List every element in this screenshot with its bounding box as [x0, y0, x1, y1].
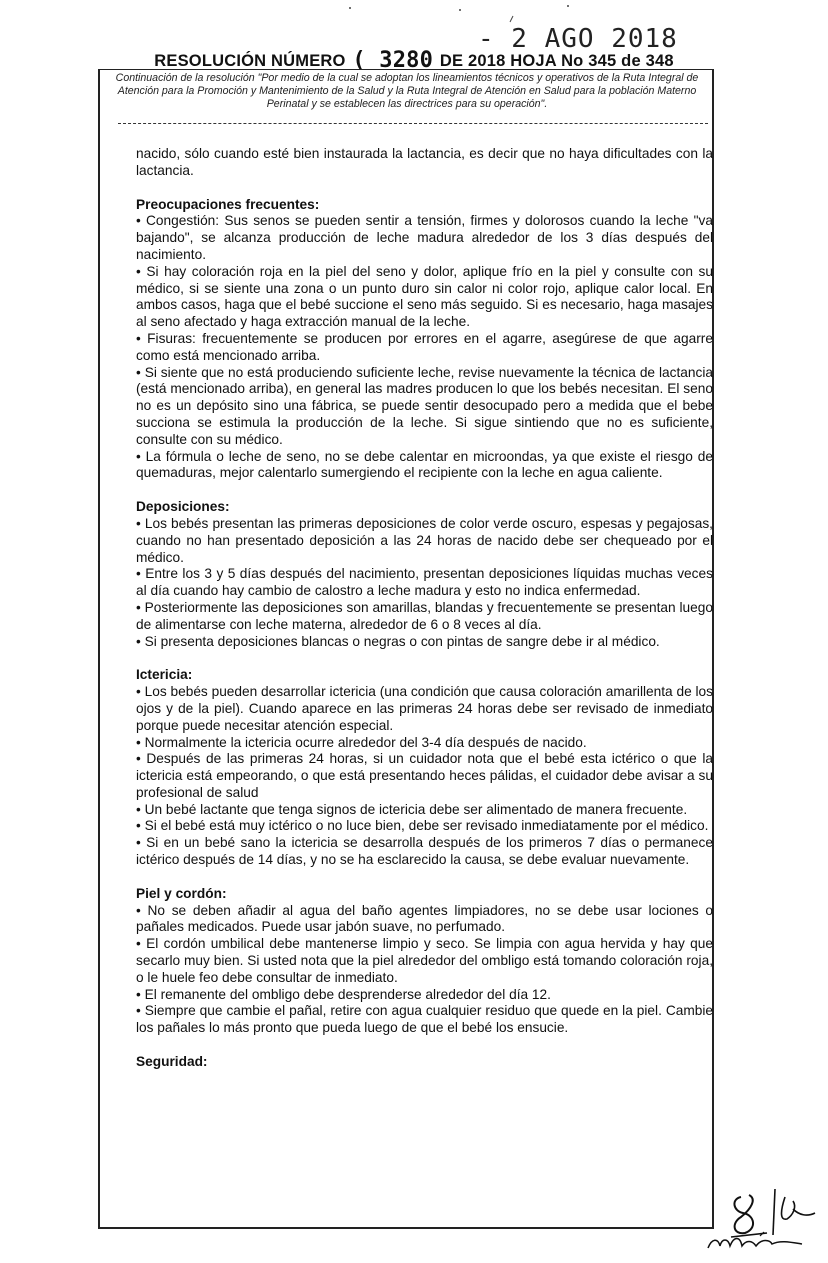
heading-deposiciones: Deposiciones: — [136, 499, 230, 515]
handwritten-signature — [700, 1228, 810, 1256]
list-item: • Si hay coloración roja en la piel del seno y dolor, aplique frío en la piel y consulte con su médico, si se siente una zona o un punto duro sin calor ni color rojo, aplique calor local. En ambos casos, haga que el bebé succione el seno más seguido. Si es necesario, haga masajes al seno afectado y haga extracción manual de la leche. — [136, 264, 713, 331]
continuation-note: Continuación de la resolución "Por medio de la cual se adoptan los lineamientos técnicos y operativos de la Ruta Integral de Atención para la Promoción y Mantenimiento de la Salud y la Ruta Integral de Atención en Salud para la población Materno Perinatal y se establecen las directrices para su operación". — [115, 72, 699, 110]
list-item: • Los bebés pueden desarrollar ictericia (una condición que causa coloración amarillenta de los ojos y de la piel). Cuando aparece en las primeras 24 horas debe ser revisado de inmediato porque puede necesitar atención especial. — [136, 684, 713, 734]
list-item: • Después de las primeras 24 horas, si un cuidador nota que el bebé esta ictérico o que la ictericia está empeorando, o que está presentando heces pálidas, el cuidador debe avisar a su profesional de salud — [136, 751, 713, 801]
resolution-title: RESOLUCIÓN NÚMERO — [154, 52, 346, 70]
list-item: • Posteriormente las deposiciones son amarillas, blandas y frecuentemente se presentan luego de alimentarse con leche materna, alrededor de 6 o 8 veces al día. — [136, 600, 713, 634]
list-item: • Si el bebé está muy ictérico o no luce bien, debe ser revisado inmediatamente por el médico. — [136, 818, 713, 835]
list-item: • Normalmente la ictericia ocurre alrededor del 3-4 día después de nacido. — [136, 735, 713, 752]
list-item: • Entre los 3 y 5 días después del nacimiento, presentan deposiciones líquidas muchas veces al día cuando hay cambio de calostro a leche madura y esto no indica enfermedad. — [136, 566, 713, 600]
list-item: • La fórmula o leche de seno, no se debe calentar en microondas, ya que existe el riesgo de quemaduras, mejor calentarlo sumergiendo el recipiente con la leche en agua caliente. — [136, 449, 713, 483]
dashed-divider — [118, 123, 708, 124]
document-body — [136, 146, 713, 1071]
heading-ictericia: Ictericia: — [136, 667, 193, 683]
intro-paragraph: nacido, sólo cuando esté bien instaurada la lactancia, es decir que no haya dificultades con la lactancia. — [136, 146, 713, 178]
heading-preocupaciones: Preocupaciones frecuentes: — [136, 196, 320, 212]
list-item: • Los bebés presentan las primeras deposiciones de color verde oscuro, espesas y pegajosas, cuando no han presentado deposición a las 24 horas de nacido debe ser chequeado por el médico. — [136, 516, 713, 566]
heading-seguridad: Seguridad: — [136, 1054, 208, 1070]
list-item: • Un bebé lactante que tenga signos de ictericia debe ser alimentado de manera frecuente. — [136, 802, 713, 819]
list-item: • Si en un bebé sano la ictericia se desarrolla después de los primeros 7 días o permanece ictérico después de 14 días, y no se ha esclarecido la causa, se debe evaluar nuevamente. — [136, 835, 713, 869]
list-item: • El cordón umbilical debe mantenerse limpio y seco. Se limpia con agua hervida y hay que secarlo muy bien. Si usted nota que la piel alrededor del ombligo está tomando coloración roja, o le huele feo debe consultar de inmediato. — [136, 936, 713, 986]
list-item: • Siempre que cambie el pañal, retire con agua cualquier residuo que quede en la piel. Cambie los pañales lo más pronto que pueda luego de que el bebé los ensucie. — [136, 1003, 713, 1037]
date-stamp: - 2 AGO 2018 — [478, 24, 678, 54]
resolution-page-info: DE 2018 HOJA No 345 de 348 — [439, 52, 674, 70]
list-item: • No se deben añadir al agua del baño agentes limpiadores, no se debe usar lociones o pañales medicados. Puede usar jabón suave, no perfumado. — [136, 903, 713, 937]
list-item: • Fisuras: frecuentemente se producen por errores en el agarre, asegúrese de que agarre como está mencionado arriba. — [136, 331, 713, 365]
heading-piel: Piel y cordón: — [136, 885, 227, 901]
list-item: • Si siente que no está produciendo suficiente leche, revise nuevamente la técnica de lactancia (está mencionado arriba), en general las madres producen lo que los bebés necesitan. El seno no es un depósito sino una fábrica, se puede sentir desocupado pero a medida que el bebe succiona se estimula la producción de la leche. Si sigue sintiendo que no es suficiente, consulte con su médico. — [136, 365, 713, 449]
resolution-number: ( 3280 — [352, 48, 434, 73]
list-item: • El remanente del ombligo debe desprenderse alrededor del día 12. — [136, 987, 713, 1004]
list-item: • Si presenta deposiciones blancas o negras o con pintas de sangre debe ir al médico. — [136, 634, 713, 651]
list-item: • Congestión: Sus senos se pueden sentir a tensión, firmes y dolorosos cuando la leche "va bajando", se alcanza producción de leche madura alrededor de los 3 días después del nacimiento. — [136, 213, 713, 263]
